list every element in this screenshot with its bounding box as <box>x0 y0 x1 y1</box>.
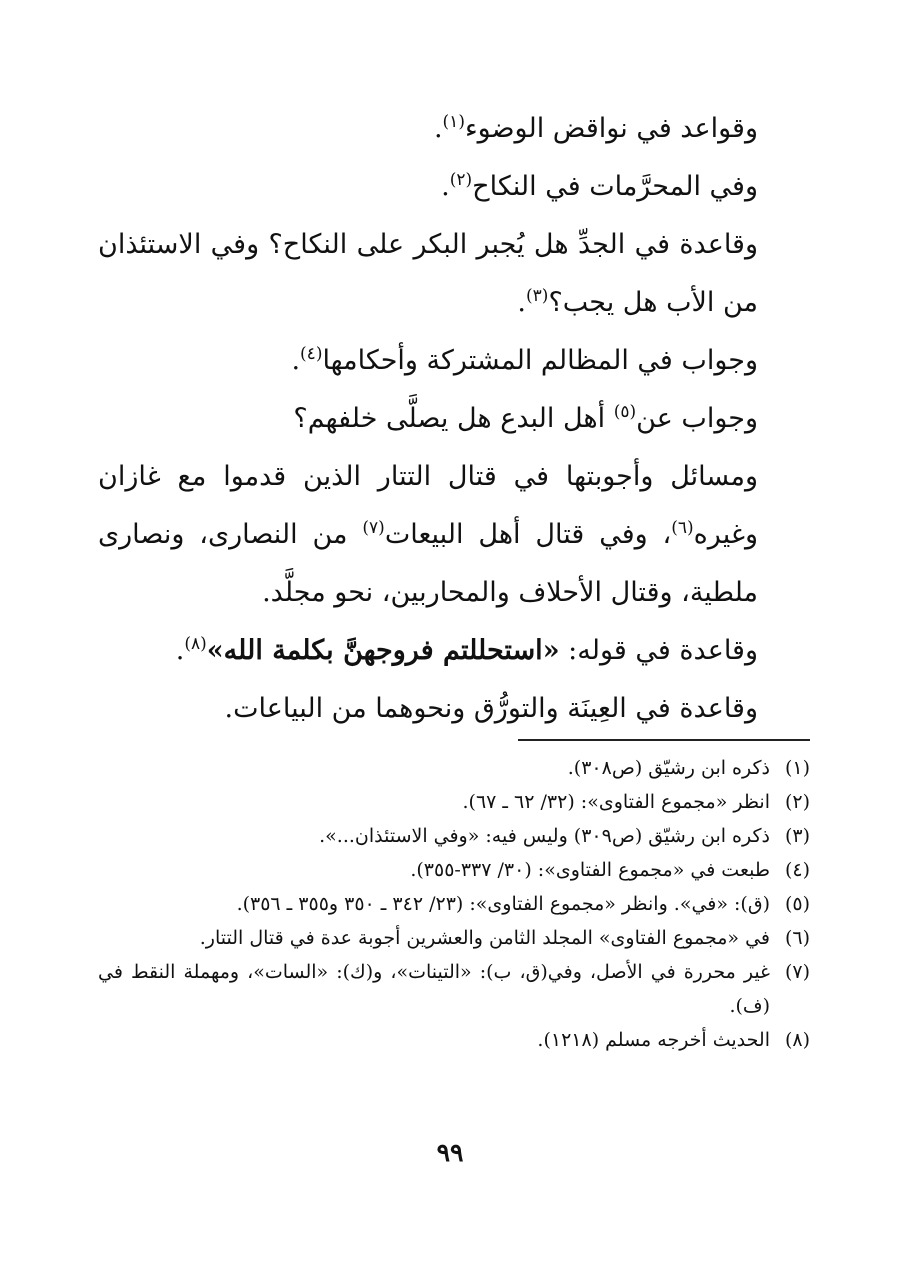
footnote-ref[interactable]: (١) <box>442 112 465 132</box>
footnote-number: (٧) <box>784 961 810 983</box>
paragraph: ومسائل وأجوبتها في قتال التتار الذين قدموا مع غازان وغيره$^{(٦)}$، وفي قتال أهل البيعات$^{(٧)}$ من النصارى، ونصارى ملطية، وقتال الأحلاف والمحاربين، نحو مجلَّد. <box>98 461 759 608</box>
footnote-number: (٢) <box>784 791 810 813</box>
paragraph: وجواب في المظالم المشتركة وأحكامها$^{(٤)}$. <box>291 344 758 376</box>
paragraph: وقواعد في نواقض الوضوء$^{(١)}$. <box>433 112 758 144</box>
paragraph: وقاعدة في الجدِّ هل يُجبر البكر على النكاح؟ وفي الاستئذان من الأب هل يجب؟$^{(٣)}$. <box>98 229 758 318</box>
main-text <box>98 100 810 738</box>
footnote-ref[interactable]: (٣) <box>526 286 549 306</box>
paragraph: وقاعدة في قوله: «استحللتم فروجهنَّ بكلمة الله»$^{(٨)}$. <box>175 634 758 666</box>
page-number: ٩٩ <box>436 1138 464 1167</box>
paragraph: وقاعدة في العِينَة والتورُّق ونحوهما من البياعات. <box>224 693 758 724</box>
footnote <box>98 819 810 853</box>
footnote-number: (٤) <box>784 859 810 881</box>
footnote-ref[interactable]: (٢) <box>449 170 473 190</box>
footnote-text: ذكره ابن رشيّق (ص٣٠٩) وليس فيه: «وفي الاستئذان...». <box>319 825 770 847</box>
footnote-number: (٨) <box>784 1029 810 1051</box>
footnote-text: (ق): «في». وانظر «مجموع الفتاوى»: (٢٣/ ٣٤٢ ـ ٣٥٠ و٣٥٥ ـ ٣٥٦). <box>236 893 770 915</box>
footnote-text: انظر «مجموع الفتاوى»: (٣٢/ ٦٢ ـ ٦٧). <box>462 791 770 813</box>
footnote <box>98 921 810 955</box>
footnote-number: (٦) <box>784 927 810 949</box>
footnote-text: طبعت في «مجموع الفتاوى»: (٣٠/ ٣٣٧-٣٥٥). <box>410 859 770 881</box>
footnote-divider <box>518 739 810 741</box>
paragraph: وجواب عن$^{(٥)}$ أهل البدع هل يصلَّى خلفهم؟ <box>293 402 758 434</box>
footnote <box>98 887 810 921</box>
paragraph: وفي المحرَّمات في النكاح$^{(٢)}$. <box>441 170 758 202</box>
footnote <box>98 955 810 1023</box>
footnote-text: ذكره ابن رشيّق (ص٣٠٨). <box>567 757 770 779</box>
footnote-ref[interactable]: (٧) <box>362 518 385 538</box>
hadith-quote: «استحللتم فروجهنَّ بكلمة الله» <box>206 635 560 666</box>
footnote-ref[interactable]: (٨) <box>184 634 207 654</box>
footnote-ref[interactable]: (٦) <box>671 518 694 538</box>
footnote <box>98 1023 810 1057</box>
footnote-text: الحديث أخرجه مسلم (١٢١٨). <box>537 1029 770 1051</box>
footnote <box>98 751 810 785</box>
footnote-number: (٣) <box>784 825 810 847</box>
footnote-number: (١) <box>784 757 810 779</box>
footnote-ref[interactable]: (٤) <box>300 344 323 364</box>
footnote <box>98 853 810 887</box>
footnote-text: في «مجموع الفتاوى» المجلد الثامن والعشرين أجوبة عدة في قتال التتار. <box>199 927 770 949</box>
footnote-text: غير محررة في الأصل، وفي(ق، ب): «التينات»، و(ك): «السات»، ومهملة النقط في (ف). <box>98 961 770 1017</box>
footnote-ref[interactable]: (٥) <box>613 402 637 422</box>
footnote <box>98 785 810 819</box>
footnote-number: (٥) <box>784 893 810 915</box>
footnotes <box>98 751 810 1057</box>
